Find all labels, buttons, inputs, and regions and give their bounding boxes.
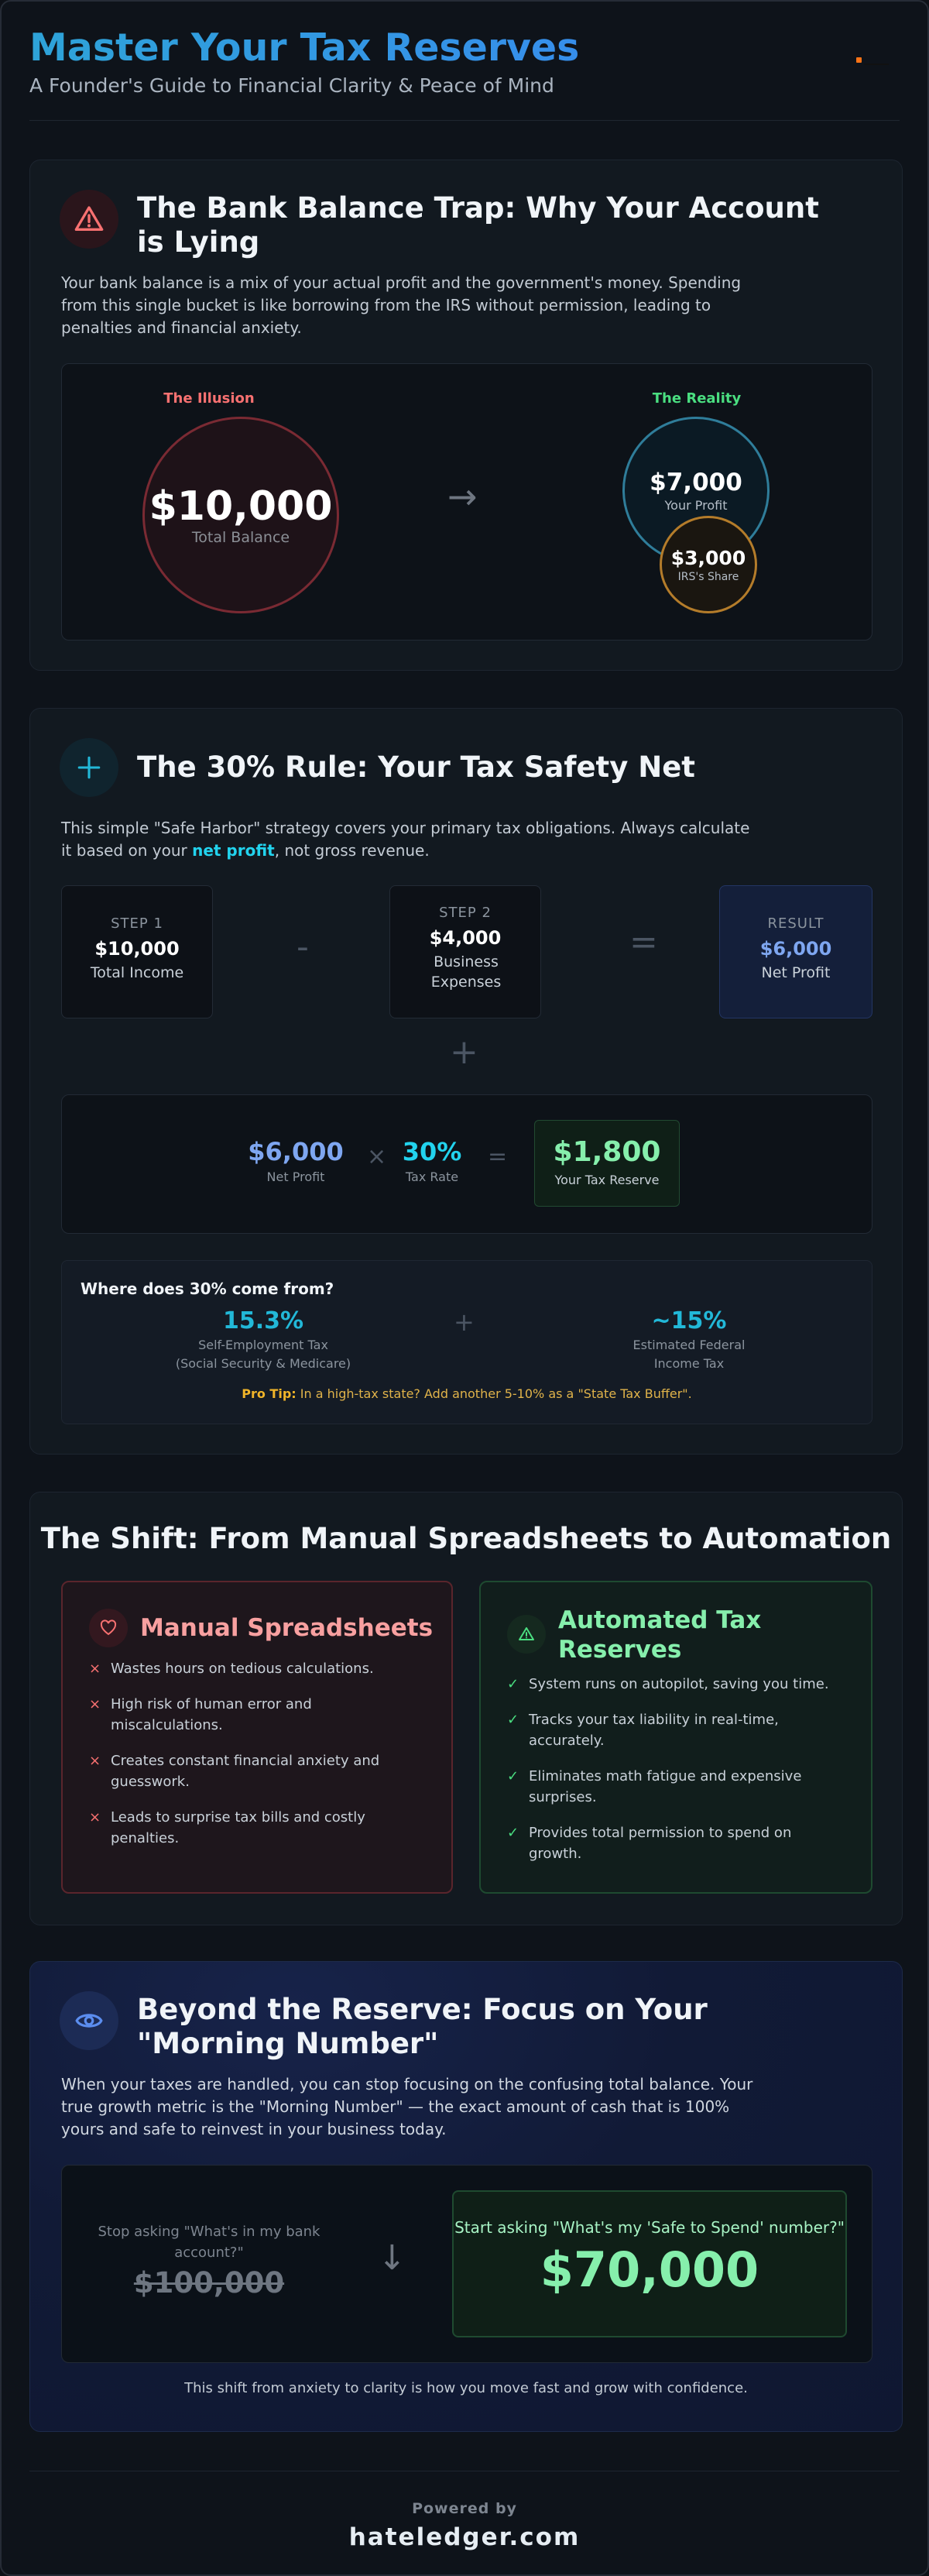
morning-number-panel [61, 2165, 872, 2363]
safe-to-spend-amount: $70,000 [540, 2241, 759, 2298]
automated-header [507, 1606, 790, 1664]
list-item-text: Tracks your tax liability in real-time, accurately. [529, 1712, 779, 1749]
thirty-percent-rule-section [29, 708, 903, 1455]
balance-comparison-panel [61, 363, 872, 641]
times-operator: × [367, 1143, 387, 1170]
list-item [89, 1658, 428, 1679]
pro-tip-text: In a high-tax state? Add another 5-10% as a "State Tax Buffer". [296, 1386, 692, 1401]
federal-income-tax [596, 1307, 782, 1373]
description-text: This simple "Safe Harbor" strategy covers your primary tax obligations. Always calculate it based on your [61, 819, 750, 860]
list-item [507, 1709, 848, 1751]
step-2-value: $4,000 [429, 927, 502, 949]
irs-amount: $3,000 [670, 546, 746, 569]
section-header [60, 190, 834, 259]
start-asking-text: Start asking "What's my 'Safe to Spend' number?" [454, 2218, 845, 2237]
list-item-text: Creates constant financial anxiety and guesswork. [111, 1753, 380, 1790]
step-2-box [389, 885, 541, 1018]
section-header [60, 1991, 834, 2061]
se-value: 15.3% [222, 1307, 304, 1334]
section-title: The Shift: From Manual Spreadsheets to Automation [40, 1522, 892, 1555]
section-title: The 30% Rule: Your Tax Safety Net [137, 750, 695, 784]
x-mark-icon: × [89, 1753, 101, 1769]
brand-link[interactable]: hateledger.com [348, 2523, 581, 2551]
plus-operator: + [450, 1032, 478, 1072]
equals-operator: = [488, 1143, 508, 1170]
result-box [719, 885, 872, 1018]
orange-dot-icon [856, 57, 862, 63]
self-employment-tax [155, 1307, 372, 1373]
step-1-label: STEP 1 [111, 915, 163, 932]
heart-icon [89, 1609, 128, 1647]
check-mark-icon: ✓ [507, 1676, 519, 1692]
step-1-box [61, 885, 213, 1018]
section-title: The Bank Balance Trap: Why Your Account is Lying [137, 191, 819, 259]
powered-by-label: Powered by [412, 2500, 517, 2517]
calc-net-profit [234, 1137, 358, 1184]
illusion-amount: $10,000 [149, 483, 333, 530]
list-item-text: Provides total permission to spend on growth. [529, 1825, 792, 1862]
section-description [61, 817, 758, 862]
net-profit-highlight: net profit [192, 841, 275, 860]
warning-triangle-icon [60, 190, 118, 249]
list-item [507, 1674, 848, 1695]
where-title: Where does 30% come from? [81, 1279, 334, 1298]
result-label: RESULT [767, 915, 824, 932]
page-header [29, 23, 900, 121]
closing-text: This shift from anxiety to clarity is how you move fast and grow with confidence. [184, 2380, 748, 2396]
minus-operator: - [297, 927, 309, 967]
fed-caption-2: Income Tax [653, 1356, 725, 1371]
manual-title: Manual Spreadsheets [140, 1614, 434, 1642]
manual-spreadsheets-card [61, 1581, 453, 1894]
arrow-down-icon: ↓ [378, 2238, 406, 2278]
se-caption-2: (Social Security & Medicare) [175, 1356, 351, 1371]
calc-rate-caption: Tax Rate [405, 1170, 459, 1184]
reality-label: The Reality [652, 390, 742, 407]
list-item [507, 1766, 848, 1808]
calc-net-value: $6,000 [248, 1137, 344, 1166]
bank-balance-trap-section [29, 160, 903, 671]
step-1-value: $10,000 [94, 938, 180, 960]
tax-reserve-box [534, 1120, 680, 1207]
equals-operator: = [629, 922, 658, 962]
automated-list [507, 1674, 848, 1879]
automated-title: Automated Tax Reserves [558, 1606, 762, 1664]
step-2-caption: Business Expenses [430, 953, 502, 991]
page-title: Master Your Tax Reserves [29, 23, 900, 73]
shift-section [29, 1492, 903, 1925]
list-item-text: Leads to surprise tax bills and costly penalties. [111, 1809, 365, 1846]
se-caption-1: Self-Employment Tax [198, 1338, 328, 1352]
x-mark-icon: × [89, 1696, 101, 1712]
fed-caption-1: Estimated Federal [632, 1338, 746, 1352]
arrow-right-icon: → [447, 476, 478, 517]
irs-caption: IRS's Share [677, 570, 739, 583]
triangle-icon [507, 1615, 546, 1654]
check-mark-icon: ✓ [507, 1712, 519, 1728]
illusion-label: The Illusion [163, 390, 255, 407]
list-item-text: Eliminates math fatigue and expensive surprises. [529, 1768, 802, 1805]
calc-net-caption: Net Profit [266, 1170, 325, 1184]
morning-number-section [29, 1961, 903, 2432]
list-item-text: Wastes hours on tedious calculations. [111, 1661, 374, 1677]
list-item-text: System runs on autopilot, saving you time. [529, 1676, 829, 1692]
result-value: $6,000 [759, 938, 832, 960]
manual-list [89, 1658, 428, 1863]
pro-tip-label: Pro Tip: [242, 1386, 297, 1401]
description-text-end: , not gross revenue. [274, 841, 430, 860]
reserve-value: $1,800 [553, 1136, 661, 1168]
calc-tax-rate [393, 1137, 471, 1184]
fed-value: ~15% [651, 1307, 727, 1334]
x-mark-icon: × [89, 1809, 101, 1826]
profit-amount: $7,000 [650, 468, 742, 496]
header-line [864, 64, 889, 65]
safe-to-spend-box [452, 2190, 847, 2337]
plus-operator: + [454, 1307, 475, 1337]
stop-asking-text: Stop asking "What's in my bank account?" [98, 2224, 321, 2261]
profit-caption: Your Profit [664, 497, 728, 513]
list-item [507, 1822, 848, 1864]
illusion-caption: Total Balance [191, 529, 290, 546]
x-mark-icon: × [89, 1661, 101, 1677]
section-description: Your bank balance is a mix of your actual profit and the government's money. Spending from this single bucket is like borrowing from the IRS without permission, leading to penalties and financial anxiety. [61, 273, 742, 337]
automated-reserves-card [479, 1581, 872, 1894]
old-bank-balance: $100,000 [133, 2266, 285, 2300]
check-mark-icon: ✓ [507, 1768, 519, 1784]
where-30-percent-panel [61, 1260, 872, 1424]
section-title: Beyond the Reserve: Focus on Your "Morning Number" [137, 1993, 708, 2060]
page-subtitle: A Founder's Guide to Financial Clarity & Peace of Mind [29, 74, 554, 97]
list-item [89, 1694, 428, 1736]
irs-share-circle [660, 516, 757, 613]
calc-rate-value: 30% [402, 1137, 462, 1166]
step-2-label: STEP 2 [439, 905, 492, 921]
result-caption: Net Profit [761, 964, 831, 981]
illusion-circle [142, 417, 339, 613]
eye-icon [60, 1991, 118, 2050]
check-mark-icon: ✓ [507, 1825, 519, 1841]
reserve-caption: Your Tax Reserve [554, 1173, 660, 1187]
list-item [89, 1750, 428, 1792]
list-item [89, 1807, 428, 1849]
manual-header [89, 1609, 433, 1647]
section-header [60, 738, 695, 797]
list-item-text: High risk of human error and miscalculations. [111, 1696, 312, 1733]
plus-icon [60, 738, 118, 797]
reserve-calculation-panel [61, 1094, 872, 1234]
section-description: When your taxes are handled, you can stop focusing on the confusing total balance. Your true growth metric is the "Morning Number" — the exact amount of cash that is 100% yours and safe to reinvest in your business today. [61, 2075, 753, 2138]
step-1-caption: Total Income [90, 964, 184, 981]
header-decoration [856, 57, 887, 65]
pro-tip [62, 1386, 872, 1401]
